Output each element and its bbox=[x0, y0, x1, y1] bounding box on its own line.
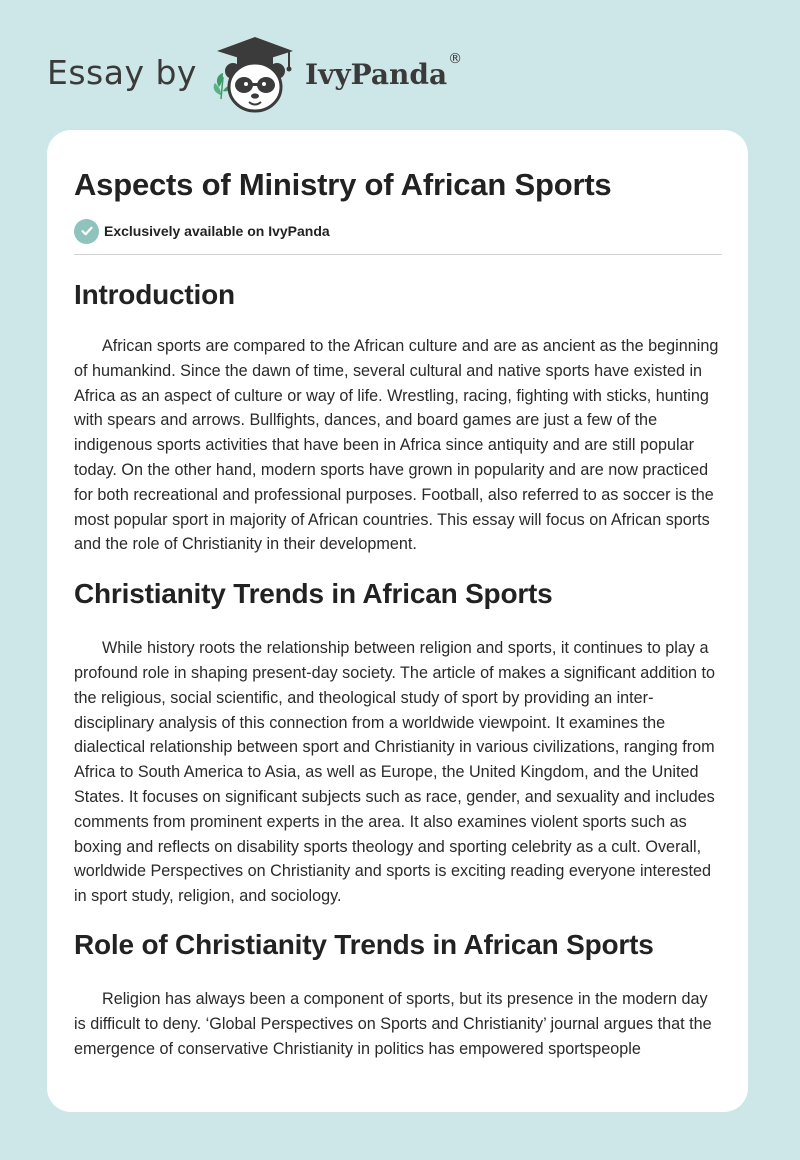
section-heading-introduction: Introduction bbox=[74, 279, 235, 310]
section-heading-christianity-trends: Christianity Trends in African Sports bbox=[74, 578, 553, 610]
section-heading-role-of-christianity: Role of Christianity Trends in African Sports bbox=[74, 928, 654, 960]
essay-by-label: Essay by bbox=[47, 52, 197, 92]
section-body-role-of-christianity: Religion has always been a component of sports, but its presence in the modern day is difficult to deny. ‘Global Perspectives on Sports and Christianity’ journal argues that the emergence of conservative Christianity in politics has empowered sportspeople bbox=[74, 989, 712, 1058]
section-body-christianity-trends: While history roots the relationship between religion and sports, it continues to play a profound role in shaping present-day society. The article of makes a significant addition to the religious, social scientific, and theological study of sport by providing an inter-disciplinary analysis of this connection from a worldwide viewpoint. It examines the dialectical relationship between sport and Christianity in various civilizations, ranging from Africa to South America to Asia, as well as Europe, the United Kingdom, and the United States. It focuses on significant subjects such as race, gender, and sexuality and includes comments from prominent experts in the area. It also examines violent sports such as boxing and reflects on disability sports theology and sporting celebrity as a cult. Overall, worldwide Perspectives on Christianity and sports is exciting reading everyone interested in sport study, religion, and sociology. bbox=[74, 639, 715, 906]
ivypanda-brand-name[interactable]: IvyPanda bbox=[304, 57, 448, 91]
exclusive-badge bbox=[74, 218, 722, 244]
check-icon bbox=[74, 219, 99, 244]
site-header bbox=[47, 30, 462, 120]
exclusive-badge-label: Exclusively available on IvyPanda bbox=[104, 223, 330, 239]
panda-graduate-logo-icon[interactable] bbox=[209, 33, 301, 117]
title-divider bbox=[74, 254, 722, 255]
essay-card bbox=[47, 130, 748, 1112]
section-body-introduction: African sports are compared to the African culture and are as ancient as the beginning of humankind. Since the dawn of time, several cultural and native sports have existed in Africa as an aspect of culture or way of life. Wrestling, racing, fighting with sticks, hunting with spears and arrows. Bullfights, dances, and board games are just a few of the indigenous sports activities that have been in Africa since antiquity and are still popular today. On the other hand, modern sports have grown in popularity and are now practiced for both recreational and professional purposes. Football, also referred to as soccer is the most popular sport in majority of African countries. This essay will focus on African sports and the role of Christianity in their development. bbox=[74, 337, 719, 554]
essay-title: Aspects of Ministry of African Sports bbox=[74, 167, 612, 202]
registered-mark: ® bbox=[448, 51, 463, 67]
